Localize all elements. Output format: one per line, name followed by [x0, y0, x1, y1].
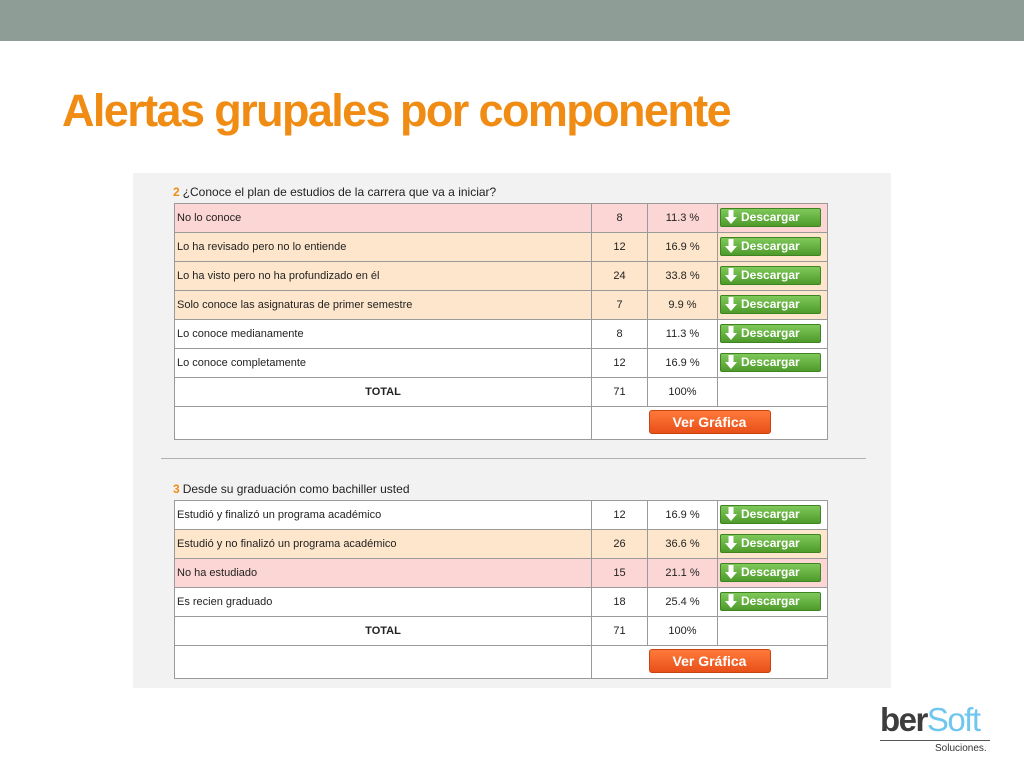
total-label-text: TOTAL — [365, 386, 401, 398]
answer-percent — [648, 291, 718, 320]
answer-label-text: Lo ha revisado pero no lo entiende — [177, 241, 347, 253]
download-cell — [718, 291, 828, 320]
answer-label — [175, 501, 592, 530]
total-count — [592, 378, 648, 407]
answer-percent-text: 33.8 % — [665, 270, 700, 282]
answer-label-text: Lo ha visto pero no ha profundizado en él — [177, 270, 380, 282]
answer-count-text: 12 — [613, 241, 626, 253]
top-bar — [0, 0, 1024, 41]
chart-cell — [592, 646, 828, 679]
answer-label-text: Es recien graduado — [177, 596, 273, 608]
download-button-label: Descargar — [741, 297, 800, 312]
answer-count — [592, 530, 648, 559]
answer-count-text: 26 — [613, 538, 626, 550]
answer-count-text: 15 — [613, 567, 626, 579]
answer-row — [175, 559, 828, 588]
answer-label-text: Estudió y finalizó un programa académico — [177, 509, 382, 521]
download-button[interactable] — [720, 592, 821, 611]
answer-row — [175, 530, 828, 559]
download-cell — [718, 501, 828, 530]
arrow-down-icon — [724, 564, 738, 580]
chart-cell — [592, 407, 828, 440]
answer-percent-text: 25.4 % — [665, 596, 700, 608]
answer-count — [592, 320, 648, 349]
answer-row — [175, 320, 828, 349]
answer-row — [175, 204, 828, 233]
answer-count — [592, 349, 648, 378]
download-button-label: Descargar — [741, 326, 800, 341]
download-button[interactable] — [720, 208, 821, 227]
answer-count-text: 7 — [616, 299, 623, 311]
download-button-label: Descargar — [741, 507, 800, 522]
answer-percent-text: 21.1 % — [665, 567, 700, 579]
answer-count — [592, 501, 648, 530]
logo-wordmark: berSoft — [880, 701, 980, 738]
answer-percent — [648, 559, 718, 588]
section-divider — [161, 458, 866, 459]
answer-row — [175, 291, 828, 320]
total-label — [175, 378, 592, 407]
answer-percent-text: 11.3 % — [665, 212, 700, 224]
answer-percent-text: 9.9 % — [668, 299, 697, 311]
answer-count — [592, 291, 648, 320]
arrow-down-icon — [724, 209, 738, 225]
download-cell — [718, 204, 828, 233]
answer-count — [592, 233, 648, 262]
download-cell — [718, 588, 828, 617]
chart-row — [175, 407, 828, 440]
answer-label — [175, 291, 592, 320]
total-label — [175, 617, 592, 646]
answer-percent — [648, 530, 718, 559]
answer-count — [592, 559, 648, 588]
answer-label — [175, 530, 592, 559]
logo-tagline: Soluciones. — [935, 743, 987, 754]
arrow-down-icon — [724, 506, 738, 522]
empty-cell — [175, 646, 592, 679]
total-count — [592, 617, 648, 646]
question-text: ¿Conoce el plan de estudios de la carrera que va a iniciar? — [182, 185, 497, 199]
answer-label-text: Solo conoce las asignaturas de primer semestre — [177, 299, 413, 311]
download-cell — [718, 559, 828, 588]
answer-count — [592, 588, 648, 617]
answer-label-text: Estudió y no finalizó un programa académico — [177, 538, 397, 550]
answer-row — [175, 262, 828, 291]
total-label-text: TOTAL — [365, 625, 401, 637]
download-button-label: Descargar — [741, 565, 800, 580]
answer-row — [175, 588, 828, 617]
answer-percent — [648, 204, 718, 233]
download-cell — [718, 349, 828, 378]
download-cell — [718, 262, 828, 291]
question-2-table — [174, 203, 828, 440]
total-percent — [648, 617, 718, 646]
total-percent-text: 100% — [668, 386, 697, 398]
answer-row — [175, 349, 828, 378]
answer-percent-text: 11.3 % — [665, 328, 700, 340]
download-button-label: Descargar — [741, 355, 800, 370]
answer-percent — [648, 501, 718, 530]
answer-count-text: 18 — [613, 596, 626, 608]
answer-percent-text: 36.6 % — [665, 538, 700, 550]
total-row — [175, 378, 828, 407]
answer-count-text: 24 — [613, 270, 626, 282]
answer-percent — [648, 262, 718, 291]
answer-row — [175, 501, 828, 530]
question-3-title — [173, 482, 410, 496]
download-button[interactable] — [720, 353, 821, 372]
download-button[interactable] — [720, 266, 821, 285]
answer-row — [175, 233, 828, 262]
answer-count-text: 8 — [616, 212, 623, 224]
answer-label-text: No lo conoce — [177, 212, 242, 224]
question-3-table — [174, 500, 828, 679]
answer-count — [592, 204, 648, 233]
download-button[interactable] — [720, 505, 821, 524]
arrow-down-icon — [724, 593, 738, 609]
question-number: 2 — [173, 185, 180, 199]
answer-label — [175, 233, 592, 262]
answer-label — [175, 349, 592, 378]
answer-percent — [648, 588, 718, 617]
empty-cell — [718, 617, 828, 646]
download-button-label: Descargar — [741, 268, 800, 283]
download-button-label: Descargar — [741, 239, 800, 254]
answer-label — [175, 204, 592, 233]
arrow-down-icon — [724, 325, 738, 341]
chart-row — [175, 646, 828, 679]
answer-percent-text: 16.9 % — [665, 241, 700, 253]
bersoft-logo — [880, 703, 992, 755]
answer-count-text: 12 — [613, 509, 626, 521]
arrow-down-icon — [724, 267, 738, 283]
arrow-down-icon — [724, 238, 738, 254]
logo-rule — [880, 740, 990, 741]
total-percent-text: 100% — [668, 625, 697, 637]
answer-label-text: No ha estudiado — [177, 567, 258, 579]
empty-cell — [175, 407, 592, 440]
total-row — [175, 617, 828, 646]
empty-cell — [718, 378, 828, 407]
answer-percent-text: 16.9 % — [665, 357, 700, 369]
download-button[interactable] — [720, 237, 821, 256]
answer-label — [175, 588, 592, 617]
view-chart-button[interactable]: Ver Gráfica — [649, 649, 771, 673]
download-button-label: Descargar — [741, 536, 800, 551]
answer-label — [175, 559, 592, 588]
download-button[interactable] — [720, 295, 821, 314]
answer-label — [175, 320, 592, 349]
answer-percent-text: 16.9 % — [665, 509, 700, 521]
download-cell — [718, 233, 828, 262]
total-count-text: 71 — [613, 625, 626, 637]
answer-label — [175, 262, 592, 291]
slide-title: Alertas grupales por componente — [62, 85, 731, 136]
answer-percent — [648, 320, 718, 349]
answer-count-text: 8 — [616, 328, 623, 340]
download-button[interactable] — [720, 563, 821, 582]
arrow-down-icon — [724, 535, 738, 551]
download-button-label: Descargar — [741, 210, 800, 225]
question-number: 3 — [173, 482, 180, 496]
download-cell — [718, 320, 828, 349]
total-percent — [648, 378, 718, 407]
total-count-text: 71 — [613, 386, 626, 398]
download-cell — [718, 530, 828, 559]
answer-label-text: Lo conoce completamente — [177, 357, 307, 369]
download-button[interactable] — [720, 324, 821, 343]
arrow-down-icon — [724, 296, 738, 312]
view-chart-button[interactable]: Ver Gráfica — [649, 410, 771, 434]
question-2-title — [173, 185, 496, 199]
answer-count — [592, 262, 648, 291]
question-text: Desde su graduación como bachiller usted — [182, 482, 410, 496]
answer-percent — [648, 233, 718, 262]
download-button[interactable] — [720, 534, 821, 553]
answer-percent — [648, 349, 718, 378]
download-button-label: Descargar — [741, 594, 800, 609]
answer-label-text: Lo conoce medianamente — [177, 328, 304, 340]
answer-count-text: 12 — [613, 357, 626, 369]
arrow-down-icon — [724, 354, 738, 370]
